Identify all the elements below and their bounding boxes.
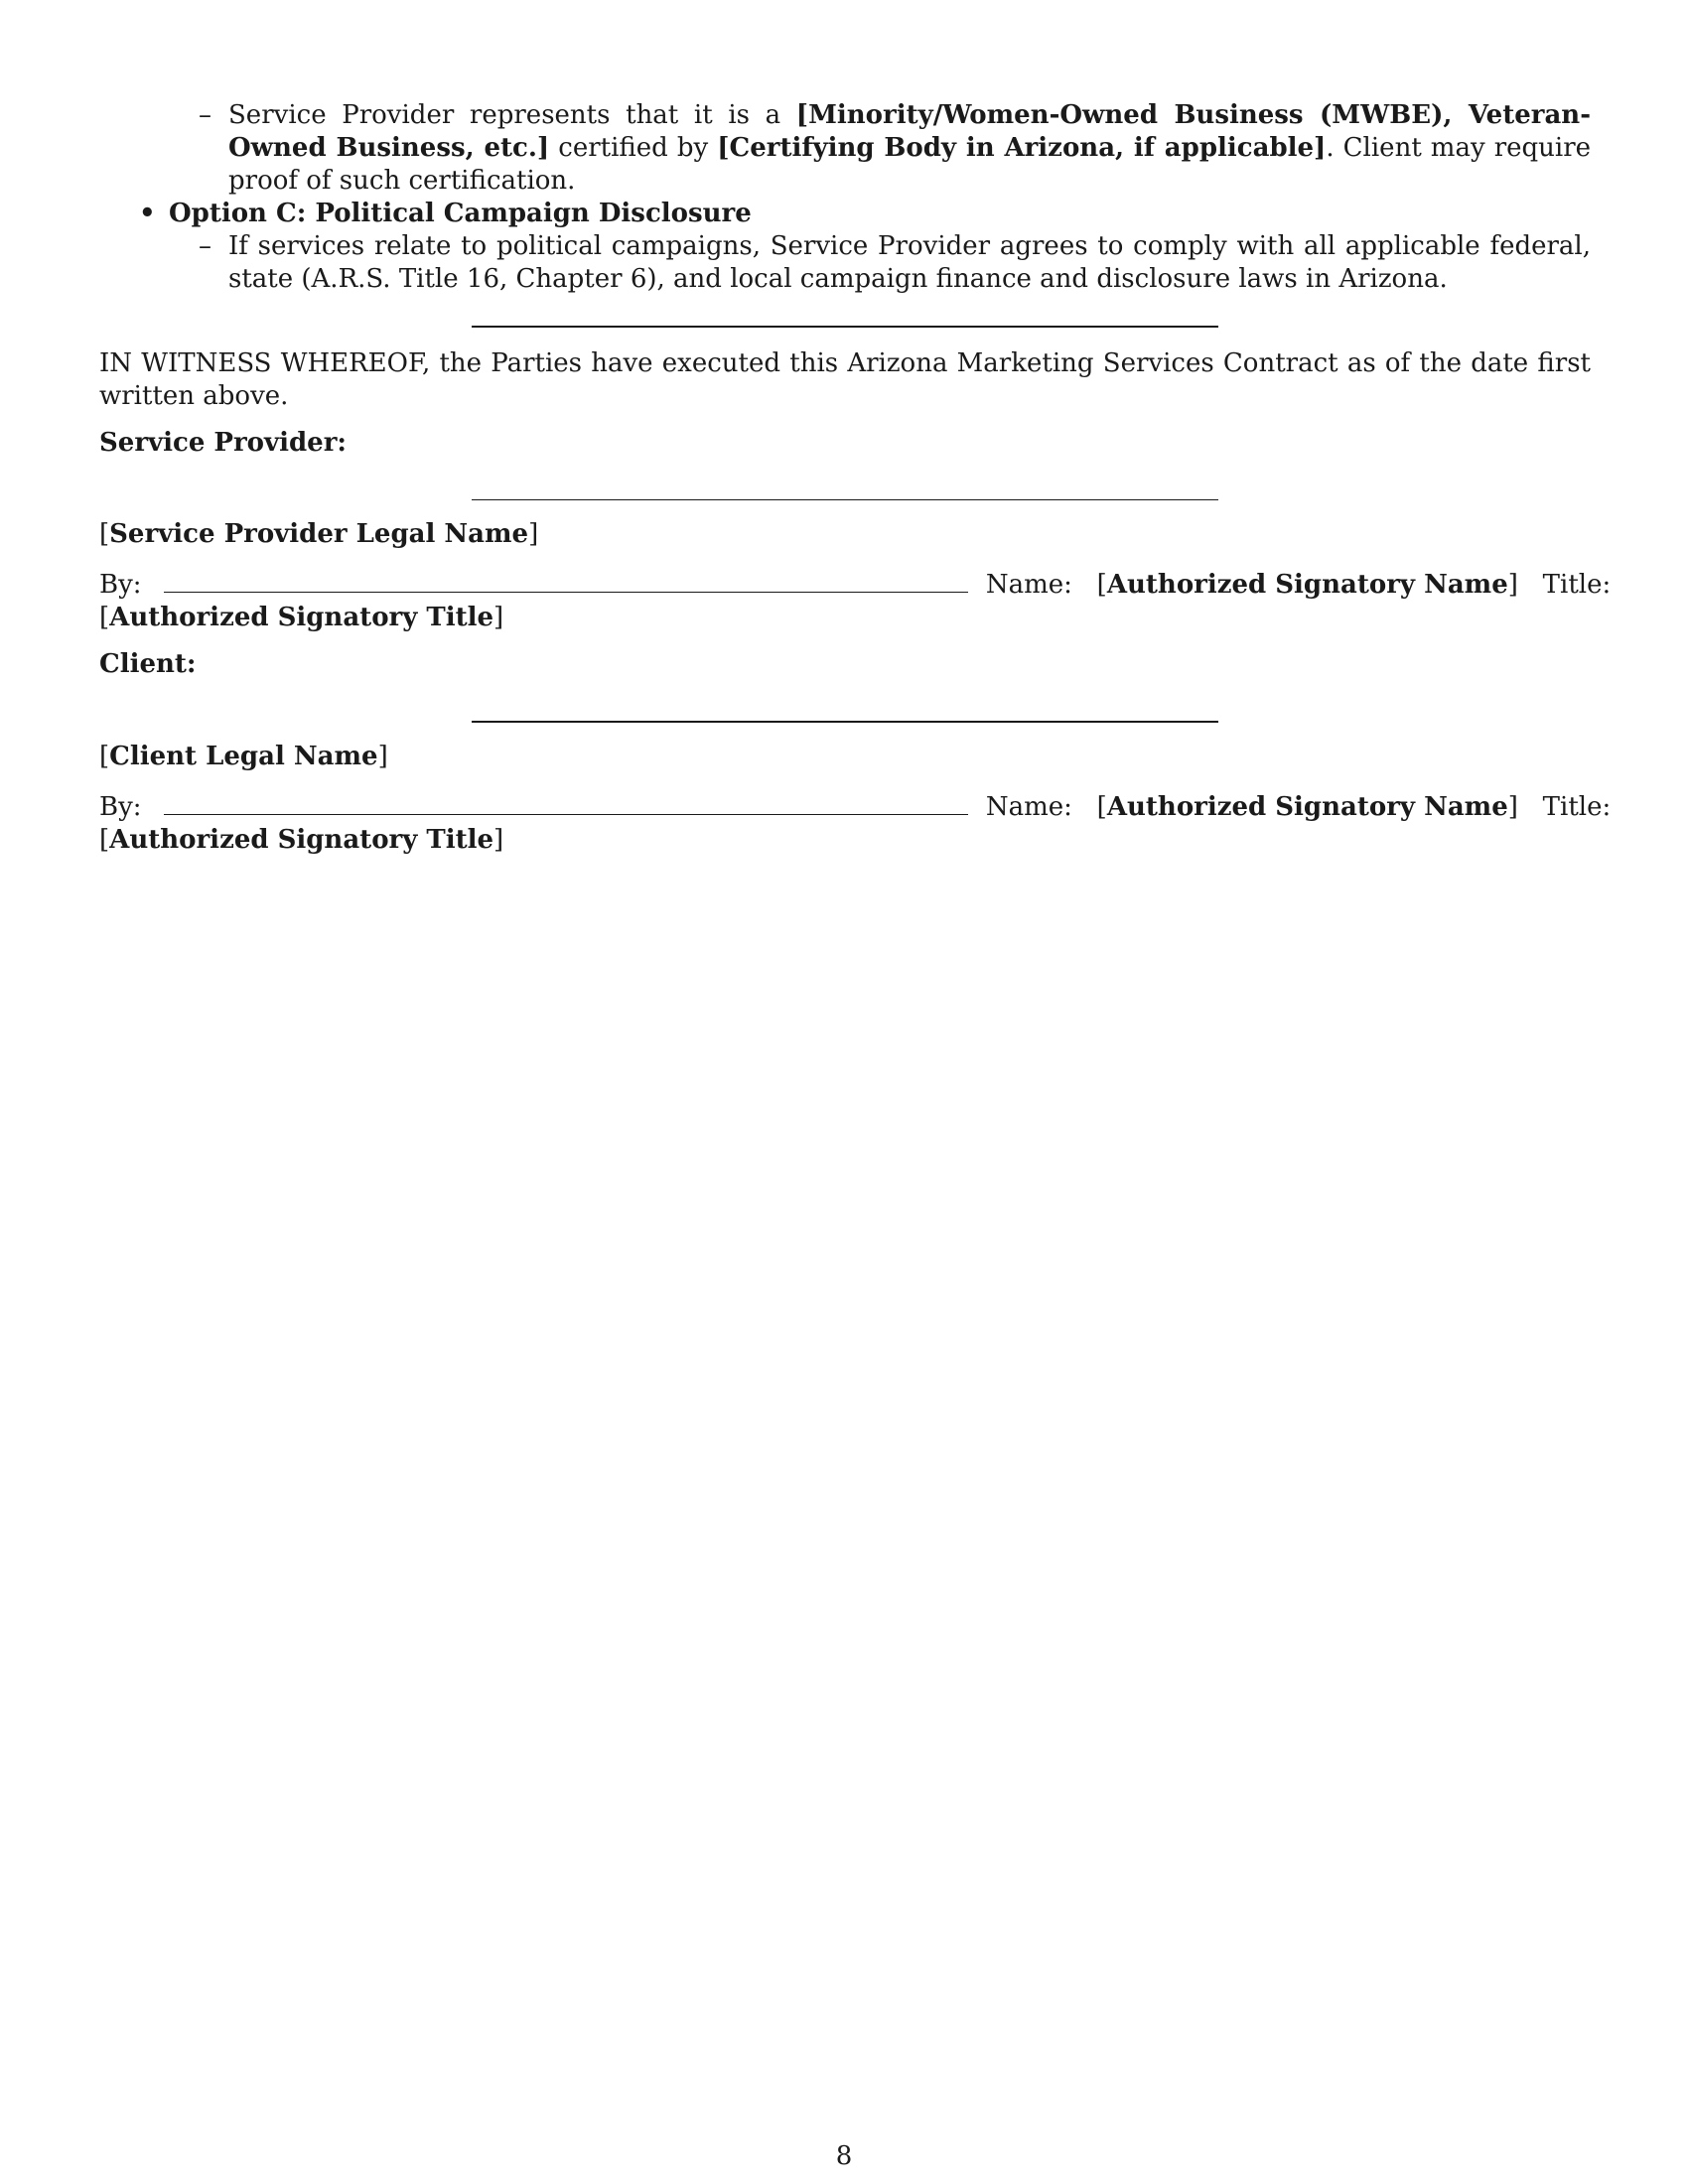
service-provider-signature-row: By: Name: [Authorized Signatory Name] Title: [99,570,1612,600]
service-provider-legal-name: [Service Provider Legal Name] [99,519,539,549]
option-c-text: If services relate to political campaigns, Service Provider agrees to comply with all applicable federal, state (A.R.S. Title 16, Chapter 6), and local campaign finance and disclosure laws in Arizona. [228,231,1591,294]
name-label: Name: [985,792,1072,822]
certification-item [199,99,1592,198]
page-number: 8 [835,2141,853,2171]
client-signatory-name: Authorized Signatory Name [1106,792,1508,822]
by-label: By: [99,570,142,600]
certifying-body-placeholder: [Certifying Body in Arizona, if applicable] [717,133,1327,163]
name-label: Name: [985,570,1072,600]
bullet-marker: • [139,199,156,228]
option-c-heading [139,198,1591,230]
title-label: Title: [1542,570,1612,600]
service-provider-label: Service Provider: [99,428,348,458]
business-type-placeholder: [Minority/Women-Owned Business (MWBE), Veteran-Owned Business, etc.] [228,100,1591,163]
client-signature-row: By: Name: [Authorized Signatory Name] Title: [99,792,1612,822]
client-signature-field[interactable] [164,792,968,815]
document-page [99,99,1612,857]
option-c-heading-text: Option C: Political Campaign Disclosure [169,199,752,228]
client-legal-name: [Client Legal Name] [99,742,388,771]
title-label: Title: [1542,792,1612,822]
certification-middle: certified by [558,133,709,163]
certification-prefix: Service Provider represents that it is a [228,100,781,130]
option-c-item [199,230,1591,296]
by-label: By: [99,792,142,822]
service-provider-signatory-name: Authorized Signatory Name [1106,570,1508,600]
service-provider-signatory-title: [Authorized Signatory Title] [99,603,504,632]
witness-statement: IN WITNESS WHEREOF, the Parties have executed this Arizona Marketing Services Contract as of the date first written above. [99,348,1591,411]
client-label: Client: [99,649,197,679]
certification-suffix: . Client may require proof of such certification. [228,133,1592,196]
client-signatory-title: [Authorized Signatory Title] [99,825,504,855]
dash-marker: – [199,100,211,130]
service-provider-signature-field[interactable] [164,570,968,593]
dash-marker: – [199,231,211,261]
